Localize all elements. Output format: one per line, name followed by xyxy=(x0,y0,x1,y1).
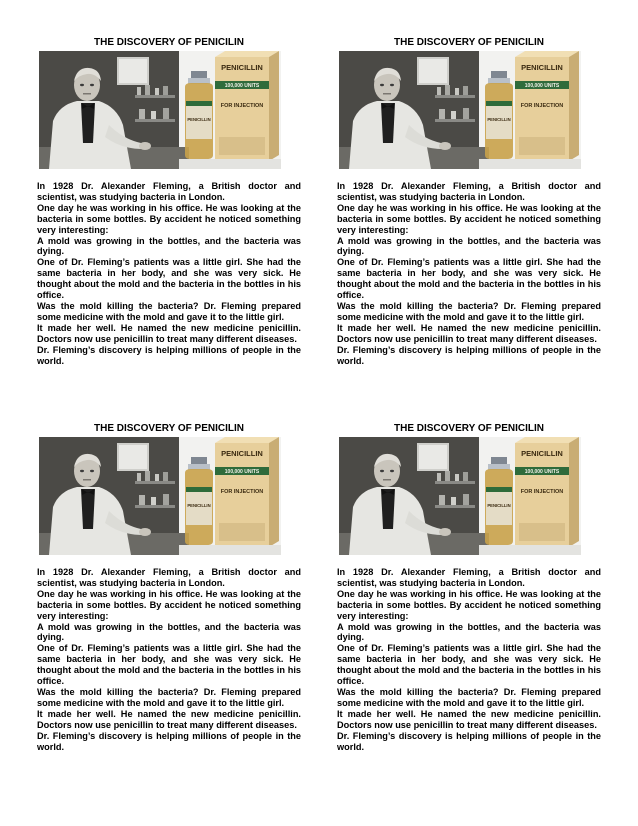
photo-illustration xyxy=(339,51,581,169)
vial-brand-label: PENICILLIN xyxy=(187,503,211,508)
story-paragraph: A mold was growing in the bottles, and the bacteria was dying. xyxy=(37,235,301,257)
story-text xyxy=(37,567,301,752)
box-use-label: FOR INJECTION xyxy=(220,103,264,109)
story-paragraph: Was the mold killing the bacteria? Dr. Fleming prepared some medicine with the mold and gave it to the little girl. xyxy=(337,686,601,708)
box-use-label: FOR INJECTION xyxy=(520,489,564,495)
story-paragraph: It made her well. He named the new medicine penicillin. Doctors now use penicillin to treat many different diseases. xyxy=(37,708,301,730)
story-paragraph: In 1928 Dr. Alexander Fleming, a British doctor and scientist, was studying bacteria in London. xyxy=(337,181,601,202)
story-paragraph: One day he was working in his office. He was looking at the bacteria in some bottles. By accident he noticed something very interesting: xyxy=(337,588,601,621)
story-paragraph: One of Dr. Fleming’s patients was a little girl. She had the same bacteria in her body, and she was very sick. He thought about the mold and the bacteria in the bottles in his office. xyxy=(337,257,601,301)
box-units-label: 100,000 UNITS xyxy=(524,83,560,89)
fleming-penicillin-photo xyxy=(339,51,581,169)
box-brand-label: PENICILLIN xyxy=(221,63,263,72)
vial-brand-label: PENICILLIN xyxy=(487,117,511,122)
card-title: THE DISCOVERY OF PENICILIN xyxy=(93,37,245,48)
story-text xyxy=(337,181,601,366)
photo-illustration xyxy=(339,437,581,555)
story-paragraph: It made her well. He named the new medicine penicillin. Doctors now use penicillin to treat many different diseases. xyxy=(337,322,601,344)
worksheet-card xyxy=(37,423,301,752)
story-paragraph: Dr. Fleming’s discovery is helping millions of people in the world. xyxy=(37,344,301,366)
story-paragraph: Dr. Fleming’s discovery is helping millions of people in the world. xyxy=(37,730,301,752)
story-paragraph: In 1928 Dr. Alexander Fleming, a British doctor and scientist, was studying bacteria in London. xyxy=(37,567,301,588)
fleming-penicillin-photo xyxy=(339,437,581,555)
story-paragraph: Was the mold killing the bacteria? Dr. Fleming prepared some medicine with the mold and gave it to the little girl. xyxy=(337,300,601,322)
vial-brand-label: PENICILLIN xyxy=(487,503,511,508)
story-text xyxy=(337,567,601,752)
vial-brand-label: PENICILLIN xyxy=(187,117,211,122)
story-paragraph: A mold was growing in the bottles, and the bacteria was dying. xyxy=(37,621,301,643)
photo-illustration xyxy=(39,437,281,555)
box-brand-label: PENICILLIN xyxy=(521,63,563,72)
box-brand-label: PENICILLIN xyxy=(221,449,263,458)
worksheet-card xyxy=(37,37,301,366)
story-paragraph: Was the mold killing the bacteria? Dr. Fleming prepared some medicine with the mold and gave it to the little girl. xyxy=(37,686,301,708)
story-paragraph: It made her well. He named the new medicine penicillin. Doctors now use penicillin to treat many different diseases. xyxy=(337,708,601,730)
box-use-label: FOR INJECTION xyxy=(520,103,564,109)
story-paragraph: It made her well. He named the new medicine penicillin. Doctors now use penicillin to treat many different diseases. xyxy=(37,322,301,344)
card-title: THE DISCOVERY OF PENICILIN xyxy=(393,37,545,48)
story-paragraph: A mold was growing in the bottles, and the bacteria was dying. xyxy=(337,621,601,643)
story-paragraph: One day he was working in his office. He was looking at the bacteria in some bottles. By accident he noticed something very interesting: xyxy=(37,202,301,235)
worksheet-card xyxy=(337,423,601,752)
box-units-label: 100,000 UNITS xyxy=(224,469,260,475)
story-paragraph: Was the mold killing the bacteria? Dr. Fleming prepared some medicine with the mold and gave it to the little girl. xyxy=(37,300,301,322)
fleming-penicillin-photo xyxy=(39,437,281,555)
box-brand-label: PENICILLIN xyxy=(521,449,563,458)
story-paragraph: One of Dr. Fleming’s patients was a little girl. She had the same bacteria in her body, and she was very sick. He thought about the mold and the bacteria in the bottles in his office. xyxy=(37,257,301,301)
worksheet-card xyxy=(337,37,601,366)
fleming-penicillin-photo xyxy=(39,51,281,169)
story-paragraph: Dr. Fleming’s discovery is helping millions of people in the world. xyxy=(337,344,601,366)
story-paragraph: In 1928 Dr. Alexander Fleming, a British doctor and scientist, was studying bacteria in London. xyxy=(337,567,601,588)
photo-illustration xyxy=(39,51,281,169)
box-use-label: FOR INJECTION xyxy=(220,489,264,495)
box-units-label: 100,000 UNITS xyxy=(224,83,260,89)
story-paragraph: One day he was working in his office. He was looking at the bacteria in some bottles. By accident he noticed something very interesting: xyxy=(337,202,601,235)
story-text xyxy=(37,181,301,366)
story-paragraph: In 1928 Dr. Alexander Fleming, a British doctor and scientist, was studying bacteria in London. xyxy=(37,181,301,202)
card-title: THE DISCOVERY OF PENICILIN xyxy=(93,423,245,434)
story-paragraph: A mold was growing in the bottles, and the bacteria was dying. xyxy=(337,235,601,257)
story-paragraph: One of Dr. Fleming’s patients was a little girl. She had the same bacteria in her body, and she was very sick. He thought about the mold and the bacteria in the bottles in his office. xyxy=(37,643,301,687)
story-paragraph: Dr. Fleming’s discovery is helping millions of people in the world. xyxy=(337,730,601,752)
story-paragraph: One day he was working in his office. He was looking at the bacteria in some bottles. By accident he noticed something very interesting: xyxy=(37,588,301,621)
card-title: THE DISCOVERY OF PENICILIN xyxy=(393,423,545,434)
story-paragraph: One of Dr. Fleming’s patients was a little girl. She had the same bacteria in her body, and she was very sick. He thought about the mold and the bacteria in the bottles in his office. xyxy=(337,643,601,687)
box-units-label: 100,000 UNITS xyxy=(524,469,560,475)
